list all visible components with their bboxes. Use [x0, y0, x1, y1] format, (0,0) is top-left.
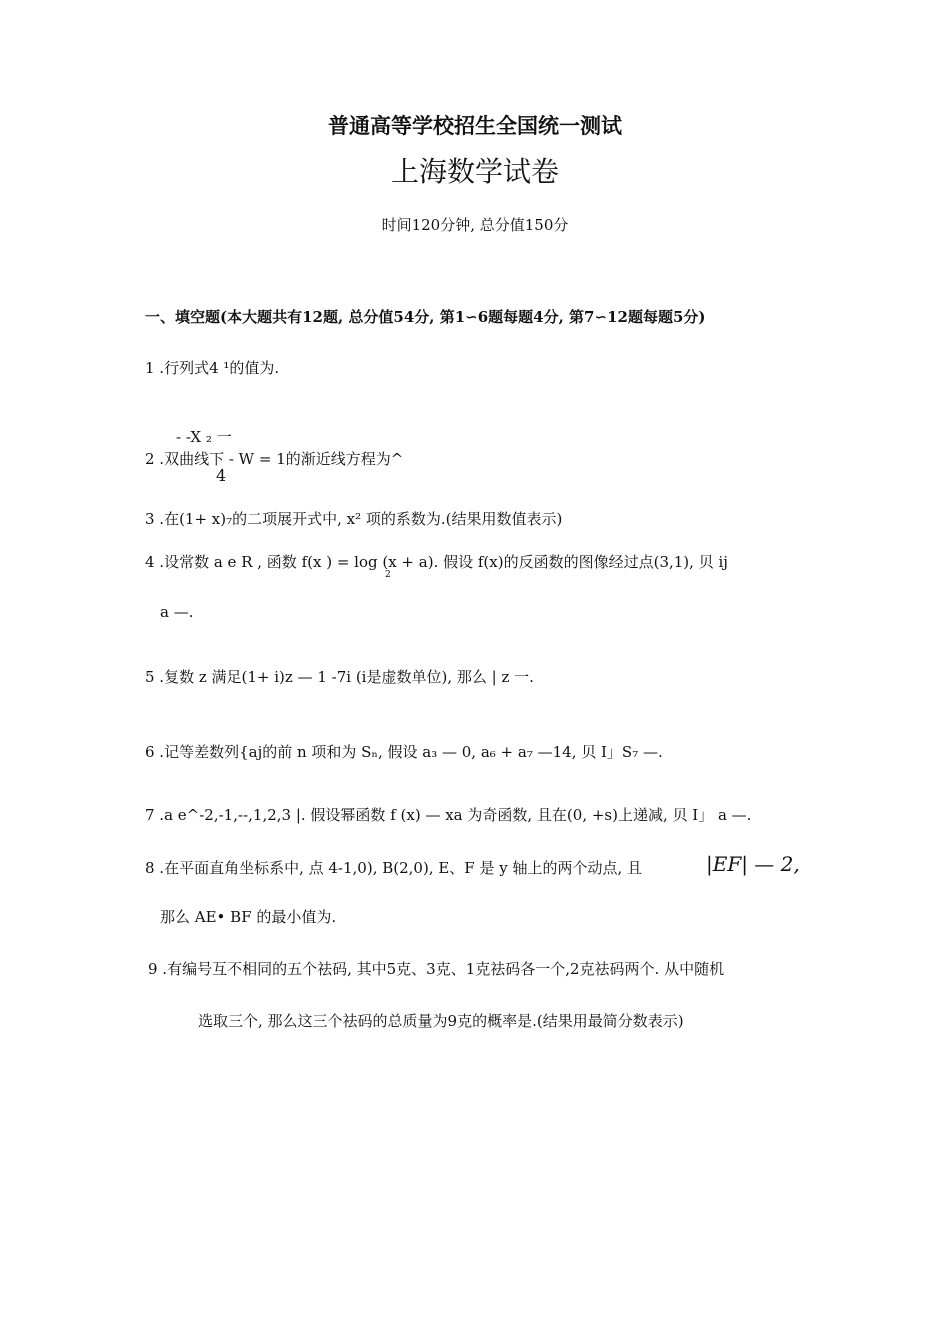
question-2-denominator: 4	[216, 466, 227, 485]
question-2: 2 .双曲线下 - W = 1的渐近线方程为^	[145, 450, 404, 468]
question-3: 3 .在(1+ x)₇的二项展开式中, x² 项的系数为.(结果用数值表示)	[145, 510, 563, 528]
question-4-log-base: 2	[385, 570, 391, 580]
question-8-math: |EF| — 2,	[706, 852, 800, 876]
section-heading: 一、填空题(本大题共有12题, 总分值54分, 第1∽6题每题4分, 第7∽12题每题5分)	[145, 308, 706, 326]
time-info: 时间120分钟, 总分值150分	[381, 216, 569, 234]
exam-subtitle: 上海数学试卷	[390, 155, 559, 188]
question-6: 6 .记等差数列{aj的前 n 项和为 Sₙ, 假设 a₃ — 0, a₆ + a₇ —14, 贝 I」S₇ —.	[145, 743, 663, 761]
question-9-continuation: 选取三个, 那么这三个祛码的总质量为9克的概率是.(结果用最简分数表示)	[198, 1012, 684, 1030]
question-7: 7 .a e^-2,-1,--,1,2,3 |. 假设幂函数 f (x) — xa 为奇函数, 且在(0, +s)上递减, 贝 I」 a —.	[145, 806, 752, 824]
question-2-numerator: - -X ₂ 一	[176, 428, 232, 446]
question-5: 5 .复数 z 满足(1+ i)z — 1 -7i (i是虚数单位), 那么 | z 一.	[145, 668, 534, 686]
question-8-continuation: 那么 AE• BF 的最小值为.	[160, 908, 337, 926]
question-9: 9 .有编号互不相同的五个祛码, 其中5克、3克、1克祛码各一个,2克祛码两个. 从中随机	[148, 960, 725, 978]
question-8: 8 .在平面直角坐标系中, 点 4-1,0), B(2,0), E、F 是 y 轴上的两个动点, 且	[145, 859, 643, 877]
question-4-continuation: a —.	[160, 603, 194, 621]
question-4: 4 .设常数 a e R , 函数 f(x ) = log (x + a). 假设 f(x)的反函数的图像经过点(3,1), 贝 ij	[145, 553, 728, 571]
question-1: 1 .行列式4 ¹的值为.	[145, 359, 280, 377]
exam-title: 普通高等学校招生全国统一测试	[328, 113, 622, 138]
